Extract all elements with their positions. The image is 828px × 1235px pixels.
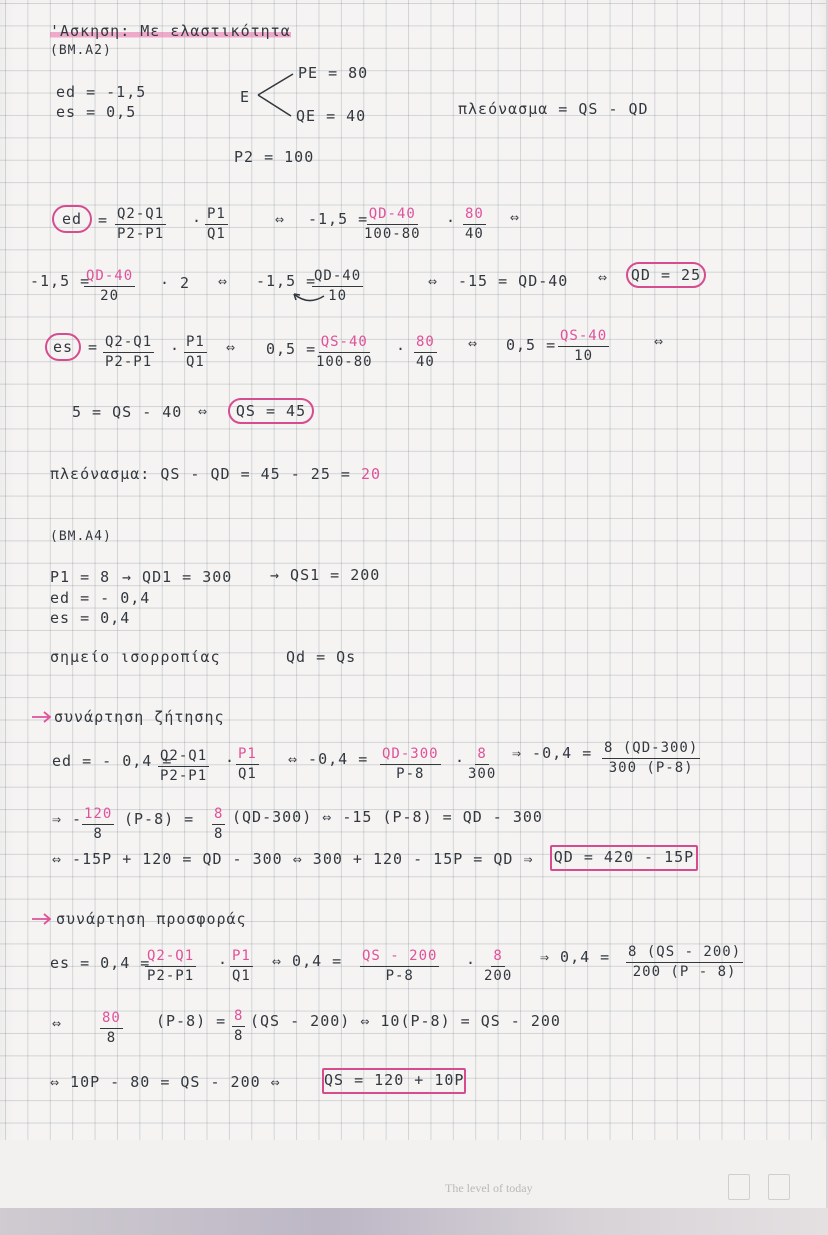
iff-sign: ⇔ [218,272,229,290]
ed-circle: ed [52,205,92,233]
dot: · [218,954,229,972]
es-value: 0,5 = [506,336,557,354]
fraction-dq-dp: $\frac{Q2-Q1}{P2-P1}$ [105,334,153,370]
qd-result: QD = 25 [626,262,706,288]
dot: · [466,954,477,972]
fraction-8-200: $\frac{8}{200}$ [484,948,513,984]
fraction-p-q: $\frac{P1}{Q1}$ [186,334,205,370]
given-ed2: ed = - 0,4 [50,589,151,607]
equilibrium-point: σημείο ισορροπίας [50,648,221,666]
supply-step: ⇔ 0,4 = [272,952,343,970]
fraction-dq-dp: $\frac{Q2-Q1}{P2-P1}$ [147,948,195,984]
fraction-8qd300: $\frac{8 (QD-300)}{300 (P-8)}$ [604,740,699,776]
fraction-dq-dp: $\frac{Q2-Q1}{P2-P1}$ [160,748,208,784]
iff-sign: ⇔ [198,402,209,420]
page-bottom-edge [0,1208,828,1235]
iff-sign: ⇔ [226,338,237,356]
fraction-p-q: $\frac{P1}{Q1}$ [207,206,226,242]
qs-equation: 5 = QS - 40 [72,403,183,421]
given-qs1: → QS1 = 200 [270,566,381,584]
dot: · [455,752,466,770]
dot: · [170,340,181,358]
demand-function-title: συνάρτηση ζήτησης [54,708,225,726]
fraction-80-8: $\frac{80}{8}$ [102,1010,121,1046]
demand-ed: ed = - 0,4 = [52,752,173,770]
equals-sign: = [98,211,109,229]
surplus-calculation: πλεόνασμα: QS - QD = 45 - 25 = 20 [50,465,382,483]
fraction-120-8: $\frac{120}{8}$ [84,806,113,842]
supply-step: ⇒ 0,4 = [540,948,611,966]
dot: · [192,212,203,230]
iff-sign: ⇔ [428,272,439,290]
iff-sign: ⇔ [654,332,665,350]
fraction-qs40-10: $\frac{QS-40}{10}$ [560,328,608,364]
line2-equation: -15 = QD-40 [458,272,569,290]
footer-brand: The level of today [445,1181,533,1195]
qs-result: QS = 45 [228,398,314,424]
fraction-8-8: $\frac{8}{8}$ [234,1008,244,1044]
given-qd1: → QD1 = 300 [122,568,233,586]
demand-step: ⇔ -15P + 120 = QD - 300 ⇔ 300 + 120 - 15P = QD ⇒ [52,850,534,868]
demand-step: ⇔ -0,4 = [288,750,369,768]
dot: · [225,752,236,770]
demand-step: ⇒ -0,4 = [512,744,593,762]
given-pe: PE = 80 [298,64,369,82]
dot: · [396,340,407,358]
demand-step: ⇒ - [52,810,83,828]
demand-function-result: QD = 420 - 15P [550,845,698,871]
fraction-8qs200: $\frac{8 (QS - 200)}{200 (P - 8)}$ [628,944,742,980]
fraction-qs200: $\frac{QS - 200}{P-8}$ [362,948,438,984]
iff-sign: ⇔ [468,334,479,352]
iff-sign: ⇔ [598,268,609,286]
fraction-qd40-10: $\frac{QD-40}{10}$ [314,268,362,304]
given-p1: P1 = 8 [50,568,111,586]
iff-sign: ⇔ [52,1014,63,1032]
equilibrium-condition: Qd = Qs [286,648,357,666]
times-two: · 2 [160,274,191,292]
fraction-qd300: $\frac{QD-300}{P-8}$ [382,746,439,782]
supply-step: (P-8) = [156,1012,227,1030]
equilibrium-label: Ε [240,88,251,106]
exercise-ref: (ΒΜ.Α2) [50,43,112,58]
fraction-80-40: $\frac{80}{40}$ [416,334,435,370]
given-ed: ed = -1,5 [56,83,147,101]
supply-step: ⇔ 10P - 80 = QS - 200 ⇔ [50,1073,281,1091]
line2-lhs: -1,5 = [30,272,91,290]
supply-es: es = 0,4 = [50,954,151,972]
demand-step: (P-8) = [124,810,195,828]
supply-function-result: QS = 120 + 10P [322,1068,466,1094]
given-es: es = 0,5 [56,103,137,121]
fraction-p-q: $\frac{P1}{Q1}$ [238,746,257,782]
supply-function-title: συνάρτηση προσφοράς [56,910,247,928]
page-footer [0,1140,826,1208]
fraction-80-40: $\frac{80}{40}$ [465,206,484,242]
exercise-title: 'Ασκηση: Με ελαστικότητα [50,22,291,40]
fraction-qd40: $\frac{QD-40}{100-80}$ [364,206,421,242]
surplus-definition: πλεόνασμα = QS - QD [458,100,649,118]
footer-box-icon [728,1174,750,1200]
demand-step: (QD-300) ⇔ -15 (P-8) = QD - 300 [232,808,543,826]
supply-step: (QS - 200) ⇔ 10(P-8) = QS - 200 [250,1012,561,1030]
ed-value: -1,5 = [308,210,369,228]
es-circle: es [45,333,81,361]
iff-sign: ⇔ [275,210,286,228]
fraction-8-8: $\frac{8}{8}$ [214,806,224,842]
fraction-p-q: $\frac{P1}{Q1}$ [232,948,251,984]
dot: · [446,212,457,230]
arrow-right-icon [30,710,54,724]
given-qe: QE = 40 [296,107,367,125]
fraction-8-300: $\frac{8}{300}$ [468,746,497,782]
fraction-qd40-20: $\frac{QD-40}{20}$ [86,268,134,304]
curved-arrow-icon [290,290,330,310]
equals-sign: = [88,338,99,356]
exercise2-ref: (ΒΜ.Α4) [50,529,112,544]
given-es2: es = 0,4 [50,609,131,627]
fraction-qs40: $\frac{QS-40}{100-80}$ [316,334,373,370]
arrow-right-icon [30,912,54,926]
es-value: 0,5 = [266,340,317,358]
given-p2: P2 = 100 [234,148,315,166]
iff-sign: ⇔ [510,208,521,226]
fraction-dq-dp: $\frac{Q2-Q1}{P2-P1}$ [117,206,165,242]
footer-box-icon [768,1174,790,1200]
ed-value: -1,5 = [256,272,317,290]
